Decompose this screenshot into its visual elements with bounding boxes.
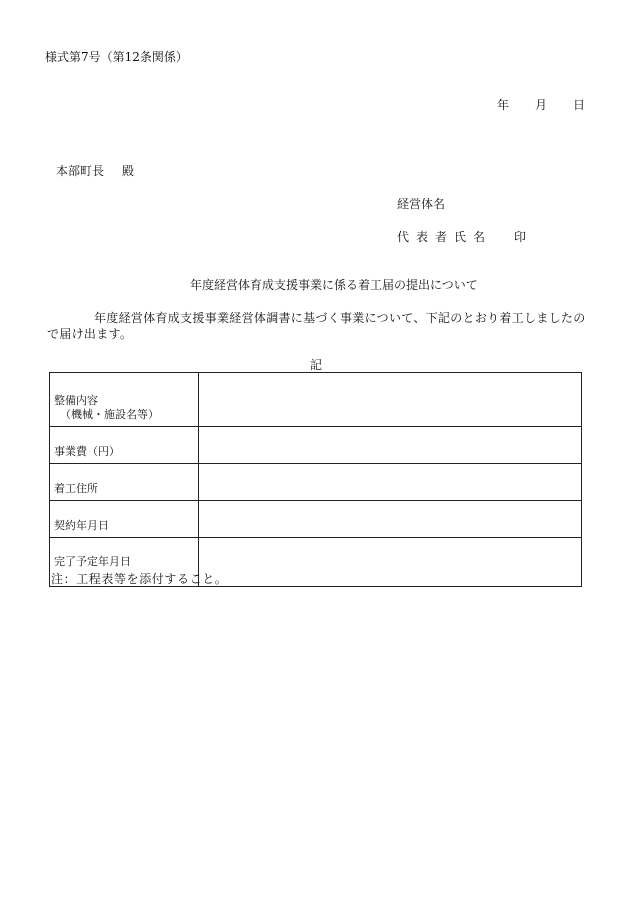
seal-mark: 印	[514, 230, 527, 244]
row-label: 事業費（円）	[50, 427, 199, 464]
addressee-name: 本部町長	[56, 164, 105, 178]
date-year: 年	[497, 98, 510, 112]
row-value[interactable]	[199, 427, 582, 464]
row-label	[50, 373, 199, 427]
detail-table	[49, 372, 582, 587]
row-label: 着工住所	[50, 464, 199, 501]
ki-heading: 記	[310, 358, 323, 372]
row-label: 完了予定年月日	[50, 538, 199, 587]
row-label-main: 整備内容	[54, 394, 98, 407]
representative-label: 代表者氏名	[397, 230, 493, 244]
row-value[interactable]	[199, 464, 582, 501]
org-name-label: 経営体名	[397, 197, 446, 211]
form-number: 様式第7号（第12条関係）	[45, 50, 188, 64]
date-line	[497, 98, 585, 112]
addressee-honorific: 殿	[122, 164, 135, 178]
date-month: 月	[535, 98, 548, 112]
table-row	[50, 464, 582, 501]
representative-line	[397, 230, 526, 244]
table-row	[50, 373, 582, 427]
document-title: 年度経営体育成支援事業に係る着工届の提出について	[190, 278, 478, 292]
addressee	[56, 164, 134, 178]
row-label-sub: （機械・施設名等）	[60, 408, 159, 421]
row-value[interactable]	[199, 501, 582, 538]
footnote: 注：工程表等を添付すること。	[51, 572, 228, 586]
row-value[interactable]	[199, 538, 582, 587]
table-row	[50, 501, 582, 538]
date-day: 日	[573, 98, 586, 112]
body-text: 年度経営体育成支援事業経営体調書に基づく事業について、下記のとおり着工しましたので届け出ます。	[47, 311, 586, 341]
row-value[interactable]	[199, 373, 582, 427]
table-row	[50, 427, 582, 464]
row-label: 契約年月日	[50, 501, 199, 538]
